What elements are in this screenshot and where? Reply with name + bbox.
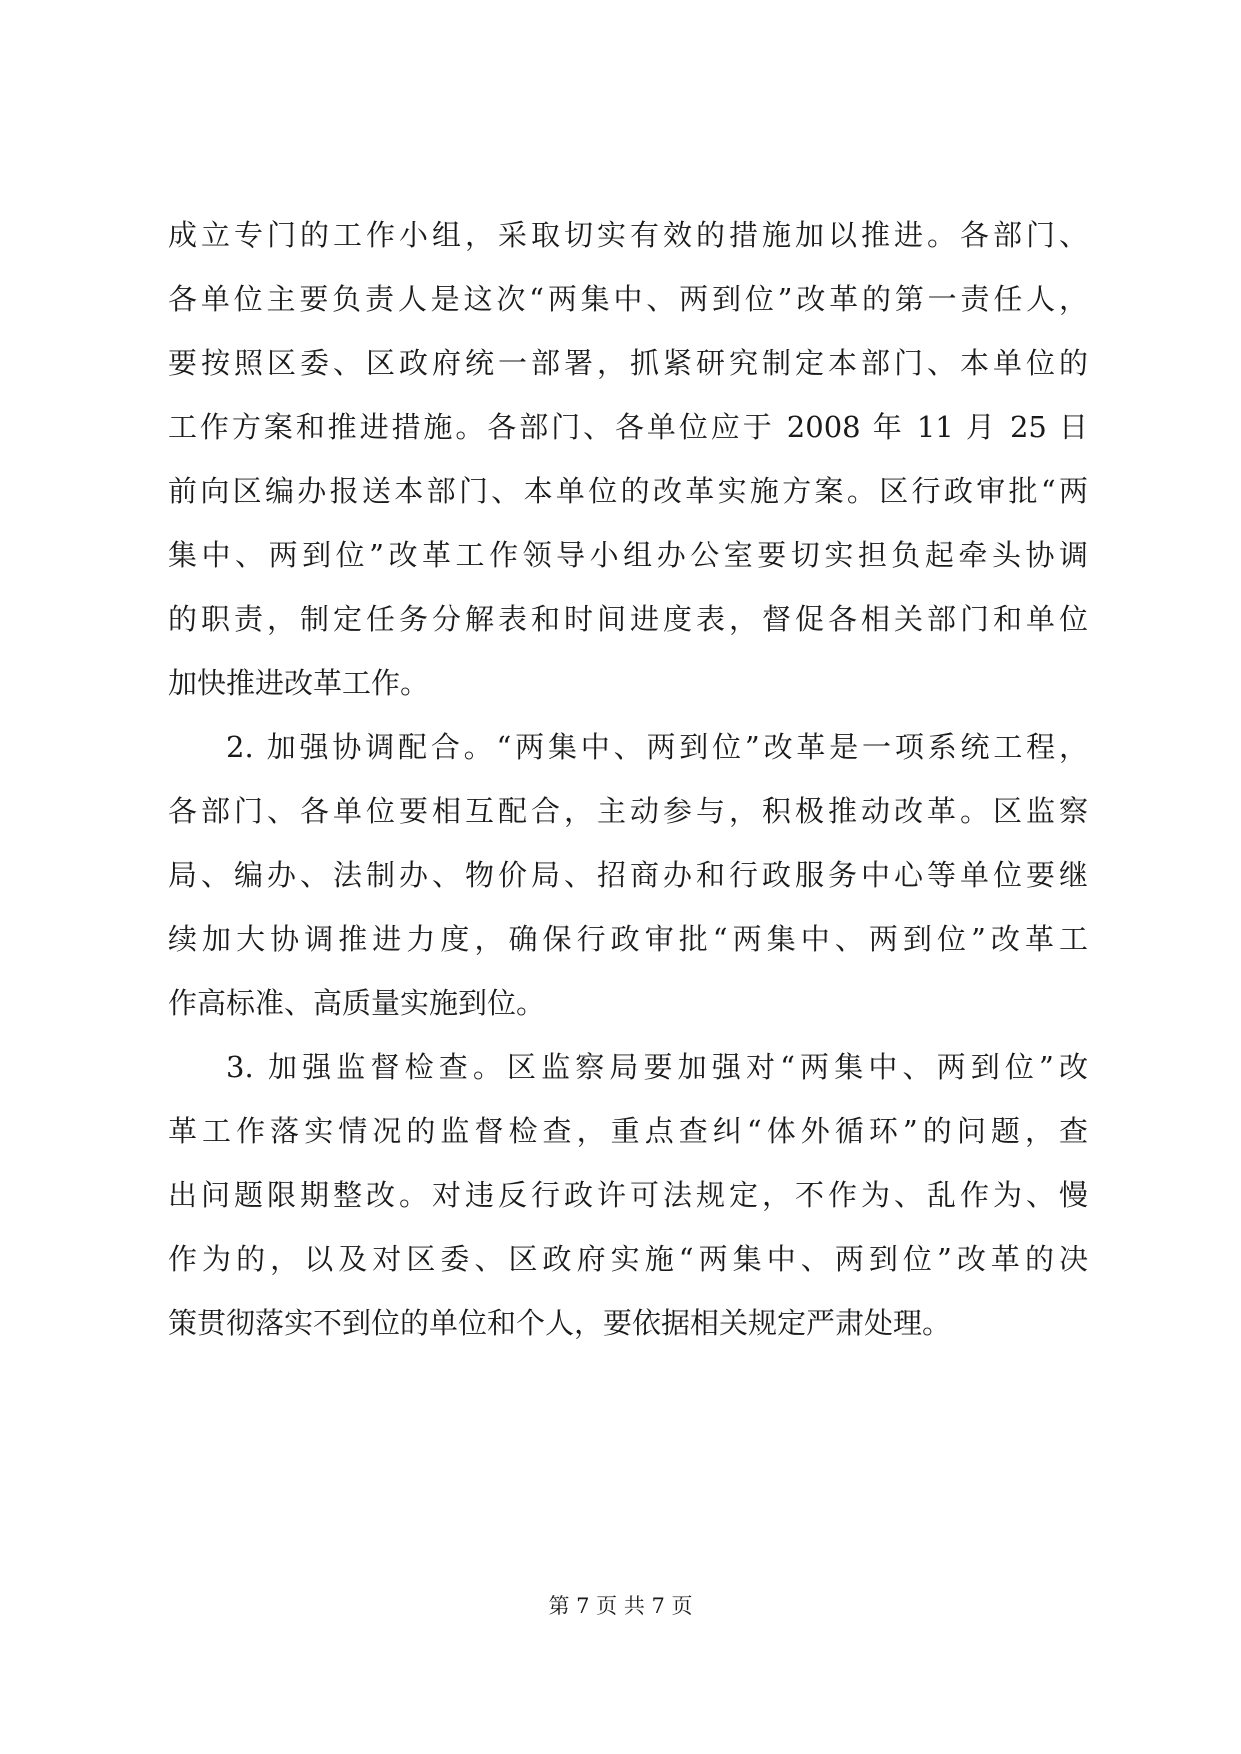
paragraph-line: 各部门、各单位要相互配合，主动参与，积极推动改革。区监察 (168, 794, 1088, 828)
paragraph-line: 作为的，以及对区委、区政府实施“两集中、两到位”改革的决 (168, 1242, 1088, 1276)
paragraph-line: 的职责，制定任务分解表和时间进度表，督促各相关部门和单位 (168, 602, 1088, 636)
paragraph-line: 3. 加强监督检查。区监察局要加强对“两集中、两到位”改 (226, 1050, 1088, 1084)
paragraph-3 (168, 1035, 1088, 1355)
paragraph-line: 前向区编办报送本部门、本单位的改革实施方案。区行政审批“两 (168, 474, 1088, 508)
paragraph-2 (168, 715, 1088, 1035)
paragraph-line: 2. 加强协调配合。“两集中、两到位”改革是一项系统工程， (226, 730, 1088, 764)
paragraph-line: 革工作落实情况的监督检查，重点查纠“体外循环”的问题，查 (168, 1114, 1088, 1148)
paragraph-line: 集中、两到位”改革工作领导小组办公室要切实担负起牵头协调 (168, 538, 1088, 572)
paragraph-line: 加快推进改革工作。 (168, 666, 430, 700)
paragraph-line: 成立专门的工作小组，采取切实有效的措施加以推进。各部门、 (168, 218, 1088, 252)
page-number-footer: 第 7 页 共 7 页 (548, 1594, 693, 1618)
paragraph-line: 工作方案和推进措施。各部门、各单位应于 2008 年 11 月 25 日 (168, 410, 1088, 444)
paragraph-line: 作高标准、高质量实施到位。 (168, 986, 546, 1020)
paragraph-line: 策贯彻落实不到位的单位和个人，要依据相关规定严肃处理。 (168, 1306, 952, 1340)
paragraph-1 (168, 203, 1088, 715)
paragraph-line: 要按照区委、区政府统一部署，抓紧研究制定本部门、本单位的 (168, 346, 1088, 380)
paragraph-line: 各单位主要负责人是这次“两集中、两到位”改革的第一责任人， (168, 282, 1088, 316)
document-body (168, 203, 1088, 1355)
paragraph-line: 续加大协调推进力度，确保行政审批“两集中、两到位”改革工 (168, 922, 1088, 956)
paragraph-line: 局、编办、法制办、物价局、招商办和行政服务中心等单位要继 (168, 858, 1088, 892)
paragraph-line: 出问题限期整改。对违反行政许可法规定，不作为、乱作为、慢 (168, 1178, 1088, 1212)
